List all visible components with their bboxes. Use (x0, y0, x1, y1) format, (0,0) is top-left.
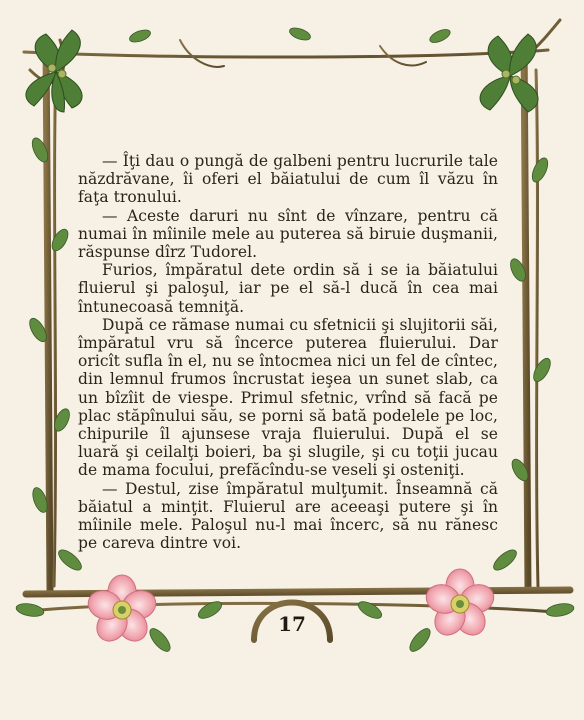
paragraph: După ce rămase numai cu sfetnicii şi slujitorii săi, împăratul vru să încerce puterea fluierului. Dar oricît sufla în el, nu se întocmea nici un fel de cîntec, din lemnul frumos încrustat ieşea un sunet slab, ca un bîzîit de viespe. Primul sfetnic, vrînd să facă pe plac stăpînului său, se porni să bată podelele pe loc, chipurile îl ajunsese vraja fluierului. După el se luară şi ceilalţi boieri, ba şi slugile, şi cu toţii jucau de mama focului, prefăcîndu-se veseli şi osteniţi. (78, 315, 499, 480)
wild-rose (423, 569, 498, 641)
paragraph: — Aceste daruri nu sînt de vînzare, pentru că numai în mîinile mele au puterea să biruie duşmanii, răspunse dîrz Tudorel. (78, 206, 498, 262)
story-text (78, 152, 498, 552)
page-number: 17 (278, 612, 306, 636)
wild-rose (85, 575, 160, 647)
paragraph: Furios, împăratul dete ordin să i se ia băiatului fluierul şi paloşul, iar pe el să-l ducă în cea mai întunecoasă temniţă. (78, 261, 498, 316)
paragraph: — Îţi dau o pungă de galbeni pentru lucrurile tale năzdrăvane, îi oferi el băiatului de cum îl văzu în faţa tronului. (78, 152, 498, 207)
paragraph: — Destul, zise împăratul mulţumit. Înseamnă că băiatul a minţit. Fluierul are aceeaşi putere şi în mîinile mele. Paloşul nu-l mai încerc, să nu rănesc pe careva dintre voi. (78, 479, 498, 553)
